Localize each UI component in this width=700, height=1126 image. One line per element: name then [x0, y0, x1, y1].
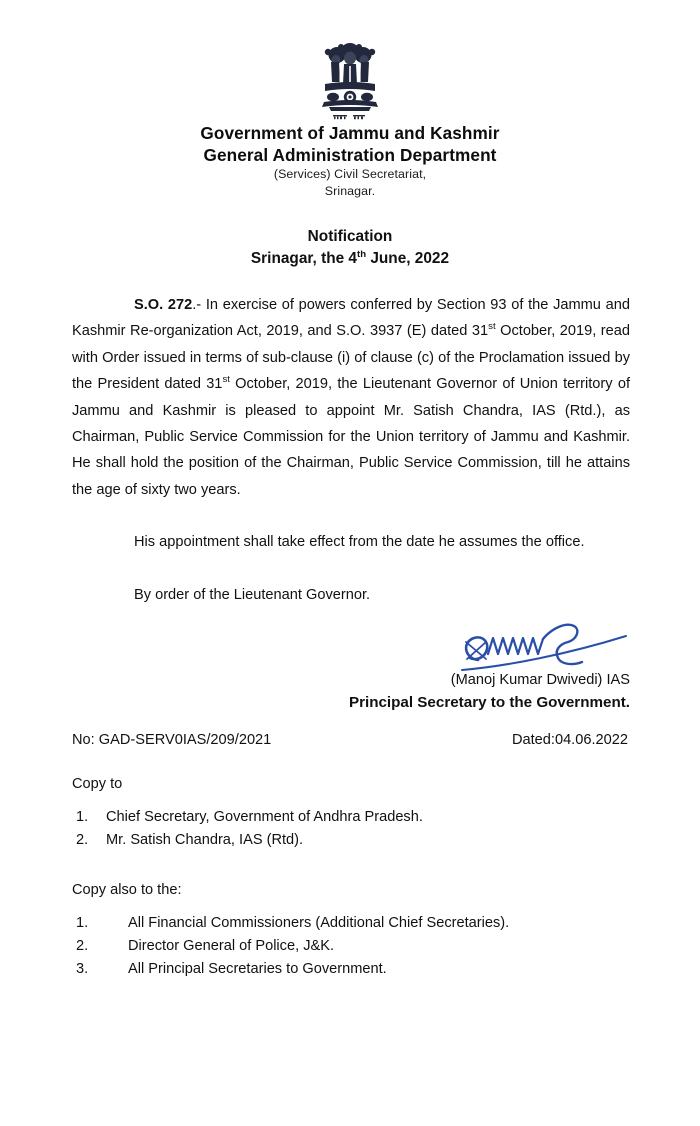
list-item	[76, 935, 700, 958]
ordinal-st-1: st	[488, 321, 496, 333]
paragraph-effect-date: His appointment shall take effect from the date he assumes the office.	[134, 534, 585, 551]
list-item	[76, 912, 700, 935]
list-item	[76, 829, 700, 852]
list-item	[76, 806, 700, 829]
list-item-text: Chief Secretary, Government of Andhra Pradesh.	[106, 809, 423, 826]
signature-block	[0, 614, 700, 710]
paragraph-by-order: By order of the Lieutenant Governor.	[134, 586, 371, 603]
document-body	[72, 292, 630, 608]
copy-also-to-heading: Copy also to the:	[72, 882, 182, 899]
reference-date: Dated:04.06.2022	[511, 732, 628, 749]
date-ordinal-suffix: th	[357, 248, 367, 260]
notification-title: Notification	[307, 228, 393, 245]
list-item-number: 2.	[76, 938, 89, 955]
list-item-number: 2.	[76, 832, 89, 849]
signatory-designation: Principal Secretary to the Government.	[348, 694, 630, 712]
notification-title-block	[0, 226, 700, 270]
paragraph-main	[72, 292, 630, 503]
copy-to-list	[0, 806, 700, 852]
org-line-1: Government of Jammu and Kashmir	[200, 123, 500, 143]
list-item-text: All Principal Secretaries to Government.	[128, 961, 387, 978]
copy-to-heading: Copy to	[72, 776, 123, 793]
so-number: S.O. 272	[134, 297, 193, 313]
reference-number: No: GAD-SERV0IAS/209/2021	[72, 732, 272, 749]
copy-also-to-list	[0, 912, 700, 981]
para-1-part-c: October, 2019, the Lieutenant Governor of Union territory of Jammu and Kashmir is pleased to appoint Mr. Satish Chandra, IAS (Rtd.), as Chairman, Public Service Commission for the Union territory of Jammu and Kashmir. He shall hold the position of the Chairman, Public Service Commission, till he attains the age of sixty two years.	[72, 376, 630, 498]
org-line-2: General Administration Department	[203, 144, 497, 165]
list-item-text: Director General of Police, J&K.	[128, 938, 335, 955]
reference-row	[72, 732, 630, 748]
office-address-line-2: Srinagar.	[324, 184, 376, 198]
notification-place-prefix: Srinagar, the 4	[250, 250, 357, 267]
para-1-part-a: .- In exercise of powers conferred by Section 93 of the Jammu and Kashmir Re-organization Act, 2019, and S.O. 3937 (E) dated 31	[72, 297, 630, 340]
list-item-text: All Financial Commissioners (Additional Chief Secretaries).	[128, 915, 510, 932]
notification-date-line	[0, 248, 700, 270]
emblem-container	[0, 0, 700, 120]
list-item-text: Mr. Satish Chandra, IAS (Rtd).	[106, 832, 304, 849]
notification-place-suffix: June, 2022	[366, 250, 450, 267]
india-national-emblem-icon	[319, 42, 381, 120]
office-address-line-1: (Services) Civil Secretariat,	[273, 167, 427, 181]
document-header	[0, 123, 700, 200]
ordinal-st-2: st	[222, 374, 230, 386]
signatory-name: (Manoj Kumar Dwivedi) IAS	[450, 672, 630, 689]
list-item-number: 1.	[76, 809, 89, 826]
list-item-number: 3.	[76, 961, 89, 978]
para-1-part-b: October, 2019, read with Order issued in terms of sub-clause (i) of clause (c) of the Proclamation issued by the President dated 31	[72, 323, 631, 393]
list-item-number: 1.	[76, 915, 89, 932]
list-item	[76, 958, 700, 981]
handwritten-signature-icon	[448, 616, 638, 678]
